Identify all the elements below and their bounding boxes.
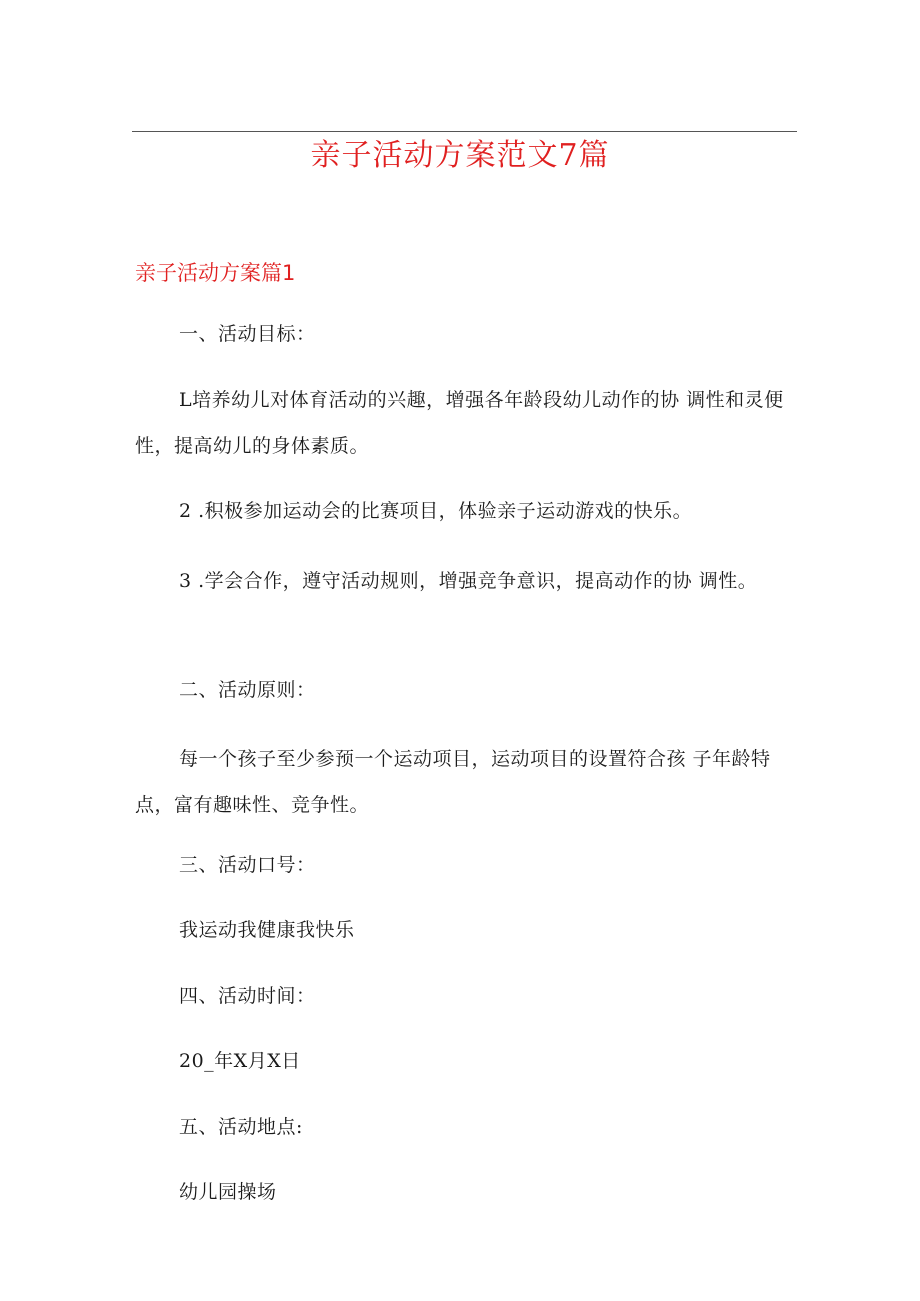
principle-text: 每一个孩子至少参预一个运动项目，运动项目的设置符合孩 子年龄特点，富有趣味性、竞争性。 [135, 748, 771, 816]
header-rule [132, 131, 797, 132]
goal-heading: 一、活动目标： [179, 323, 316, 345]
time-heading: 四、活动时间： [179, 985, 316, 1007]
goal-2: 2 .积极参加运动会的比赛项目，体验亲子运动游戏的快乐。 [179, 500, 693, 522]
slogan-heading: 三、活动口号： [179, 854, 316, 876]
slogan-text: 我运动我健康我快乐 [179, 919, 355, 941]
location-heading: 五、活动地点: [179, 1116, 303, 1138]
document-title: 亲子活动方案范文7篇 [310, 138, 610, 173]
goal-3: 3 .学会合作，遵守活动规则，增强竞争意识，提高动作的协 调性。 [179, 570, 758, 592]
section-heading: 亲子活动方案篇1 [135, 261, 296, 285]
time-text: 20_年X月X日 [179, 1050, 301, 1072]
location-text: 幼儿园操场 [179, 1181, 277, 1203]
principle-heading: 二、活动原则： [179, 679, 316, 701]
goal-1: L培养幼儿对体育活动的兴趣，增强各年龄段幼儿动作的协 调性和灵便性，提高幼儿的身体素质。 [135, 389, 784, 457]
